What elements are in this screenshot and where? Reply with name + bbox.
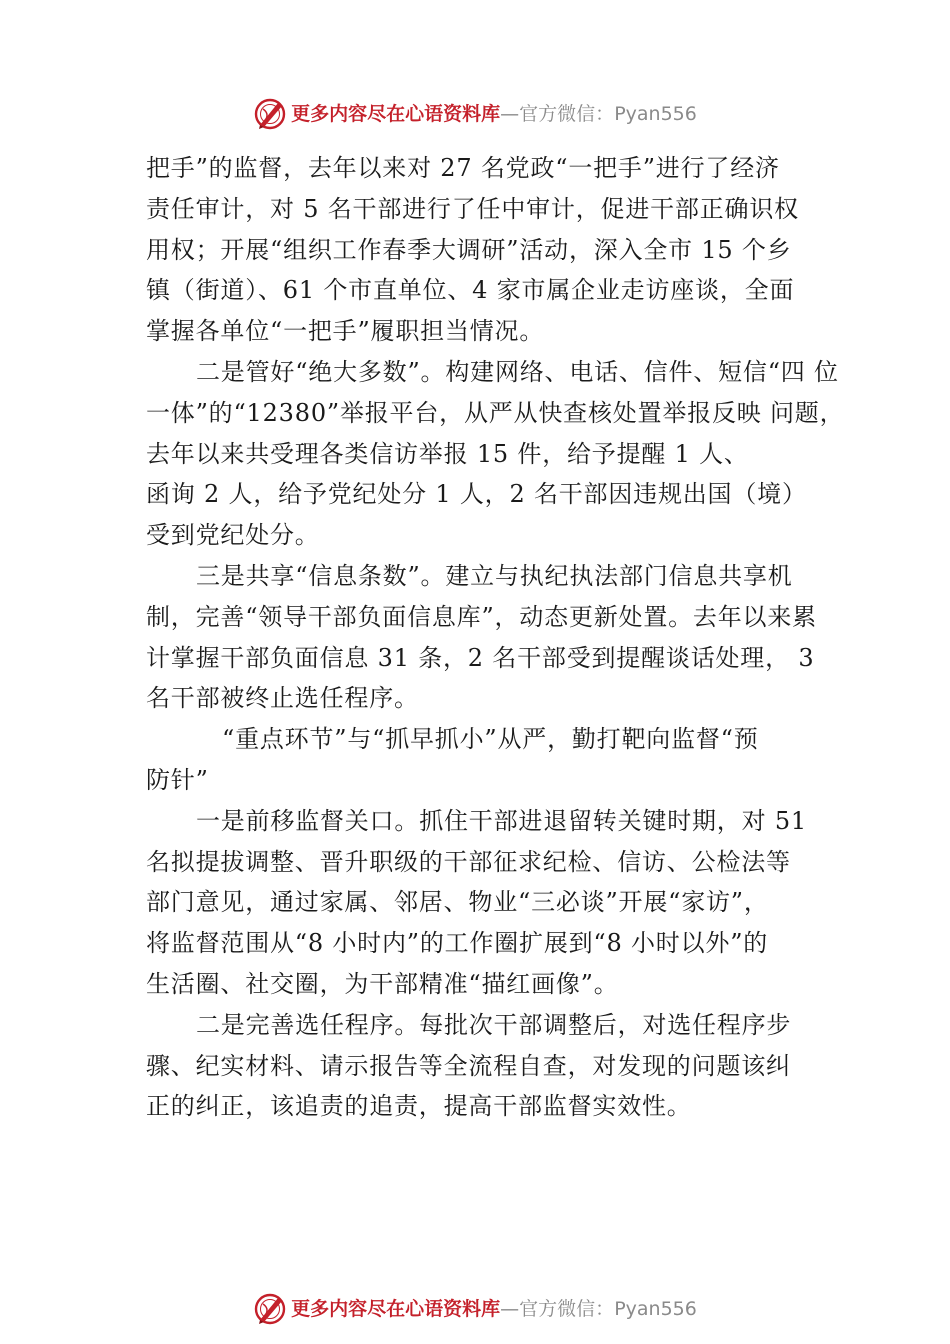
text-line: 名干部被终止选任程序。 <box>146 684 419 713</box>
text-line: 受到党纪处分。 <box>146 521 320 550</box>
paragraph-start-line: 二是管好“绝大多数”。构建网络、电话、信件、短信“四 位 <box>196 357 839 386</box>
banner-wechat-label: 官方微信： <box>519 1297 615 1320</box>
text-line: 计掌握干部负面信息 31 条，2 名干部受到提醒谈话处理， 3 <box>146 643 815 672</box>
text-line: 函询 2 人，给予党纪处分 1 人，2 名干部因违规出国（境） <box>146 480 807 509</box>
banner-wechat-label: 官方微信： <box>519 102 615 125</box>
banner-site-name: 更多内容尽在心语资料库 <box>291 102 501 125</box>
text-line: 将监督范围从“8 小时内”的工作圈扩展到“8 小时以外”的 <box>146 929 769 958</box>
section-heading-line: “重点环节”与“抓早抓小”从严，勤打靶向监督“预 <box>222 725 759 754</box>
banner-site-name: 更多内容尽在心语资料库 <box>291 1297 501 1320</box>
pen-logo-icon <box>253 1292 287 1326</box>
banner-text <box>291 1297 697 1320</box>
text-line: 部门意见，通过家属、邻居、物业“三必谈”开展“家访”， <box>146 888 769 917</box>
banner-text <box>291 102 697 125</box>
paragraph-start-line: 三是共享“信息条数”。建立与执纪执法部门信息共享机 <box>196 561 793 590</box>
header-banner <box>0 94 950 134</box>
text-line: 责任审计，对 5 名干部进行了任中审计，促进干部正确识权 <box>146 194 799 223</box>
text-line: 一体”的“12380”举报平台，从严从快查核处置举报反映 问题， <box>146 398 845 427</box>
text-line: 生活圈、社交圈，为干部精准“描红画像”。 <box>146 969 619 998</box>
pen-logo-icon <box>253 97 287 131</box>
paragraph-start-line: 二是完善选任程序。每批次干部调整后，对选任程序步 <box>196 1010 792 1039</box>
banner-dash: — <box>500 102 520 125</box>
text-line: 掌握各单位“一把手”履职担当情况。 <box>146 317 545 346</box>
text-line: 去年以来共受理各类信访举报 15 件，给予提醒 1 人、 <box>146 439 749 468</box>
text-line: 名拟提拔调整、晋升职级的干部征求纪检、信访、公检法等 <box>146 847 791 876</box>
paragraph-start-line: 一是前移监督关口。抓住干部进退留转关键时期，对 51 <box>196 806 807 835</box>
footer-banner <box>0 1289 950 1329</box>
section-heading-line: 防针” <box>146 765 209 794</box>
text-line: 制，完善“领导干部负面信息库”，动态更新处置。去年以来累 <box>146 602 817 631</box>
banner-wechat-id: Pyan556 <box>614 102 697 125</box>
text-line: 骤、纪实材料、请示报告等全流程自查，对发现的问题该纠 <box>146 1051 791 1080</box>
banner-wechat-id: Pyan556 <box>614 1297 697 1320</box>
text-line: 正的纠正，该追责的追责，提高干部监督实效性。 <box>146 1092 692 1121</box>
banner-dash: — <box>500 1297 520 1320</box>
text-line: 把手”的监督，去年以来对 27 名党政“一把手”进行了经济 <box>146 154 780 182</box>
text-line: 用权；开展“组织工作春季大调研”活动，深入全市 15 个乡 <box>146 235 792 264</box>
text-line: 镇（街道）、61 个市直单位、4 家市属企业走访座谈，全面 <box>146 276 795 305</box>
document-body <box>146 148 845 1127</box>
